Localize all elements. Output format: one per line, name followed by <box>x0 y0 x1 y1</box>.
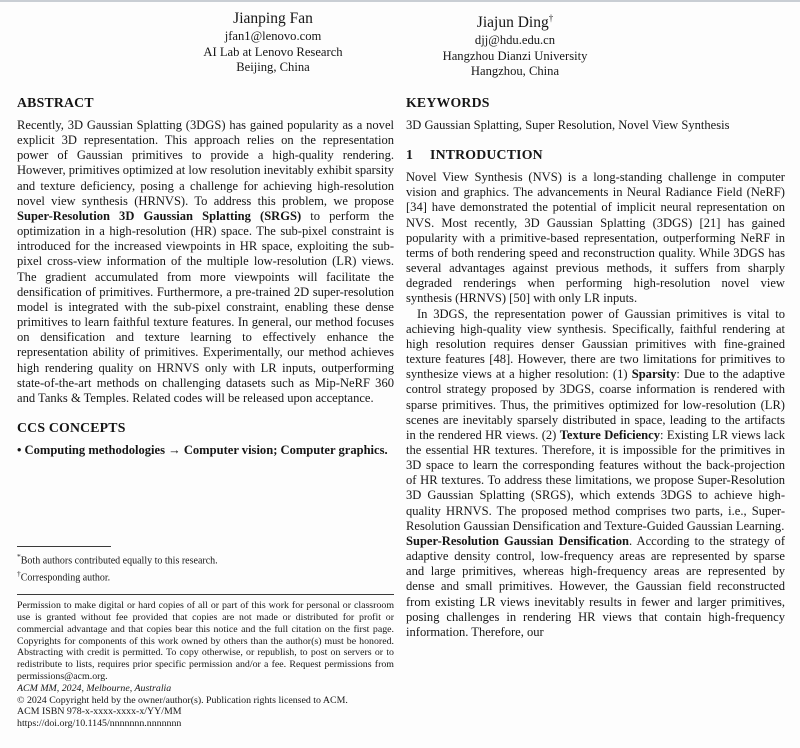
footnote-equal-contribution <box>17 551 394 568</box>
left-column-footer <box>17 546 394 748</box>
dagger-footnote-marker-2: † <box>17 568 21 578</box>
ccs-arrow: → <box>165 442 184 457</box>
section-number: 1 <box>406 147 414 163</box>
footnote-equal-text: Both authors contributed equally to this research. <box>20 555 218 567</box>
right-column <box>406 95 785 748</box>
ccs-concept-1: Computing methodologies <box>24 442 165 457</box>
author-2-name-text: Jiajun Ding <box>476 14 549 32</box>
intro-paragraph-1: Novel View Synthesis (NVS) is a long-standing challenge in computer vision and graphics. The advancements in Neural Radiance Field (NeRF) [34] have demonstrated the potential of implicit neural representation on NVS. Most recently, 3D Gaussian Splatting (3DGS) [21] has gained popularity with a primitive-based representation, outperforming NeRF in terms of both rendering speed and reconstruction quality. While 3DGS has several advantages against previous methods, it suffers from sharply degraded renderings when performing high-resolution novel view synthesis (HRNVS) [50] with only LR inputs. <box>406 170 785 306</box>
introduction-heading <box>406 147 785 163</box>
author-1-affiliation: AI Lab at Lenovo Research <box>203 44 343 59</box>
author-2-affiliation: Hangzhou Dianzi University <box>442 48 588 63</box>
abstract-text-post: to perform the optimization in a high-resolution (HR) space. The sub-pixel constraint is introduced for the increased viewpoints in HR space, exploiting the sub-pixel cross-view information of the multiple low-resolution (LR) views. The gradient accumulated from more viewpoints will facilitate the densification of primitives. Furthermore, a pre-trained 2D super-resolution model is integrated with the sub-pixel constraint, enabling these dense primitives to learn faithful texture features. In general, our method focuses on densification and texture learning to effectively enhance the representation ability of primitives. Experimentally, our method achieves high rendering quality on HRNVS only with LR inputs, outperforming state-of-the-art methods on challenging datasets such as Mip-NeRF 360 and Tanks & Temples. Related codes will be released upon acceptance. <box>17 208 394 405</box>
author-2-city: Hangzhou, China <box>470 64 560 79</box>
author-2 <box>350 10 680 80</box>
p2-post: : Existing LR views lack the essential HR textures. Therefore, it is impossible for the primitives in 3D space to learn the corresponding features without the back-projection of HR textures. To address these limitations, we propose Super-Resolution 3D Gaussian Splatting (SRGS), which extends 3DGS to achieve high-quality HRNVS. The proposed method comprises two parts, i.e., Super-Resolution Gaussian Densification and Texture-Guided Gaussian Learning. <box>406 427 785 533</box>
keywords-text: 3D Gaussian Splatting, Super Resolution, Novel View Synthesis <box>406 118 730 132</box>
p2-mid: : Due to the adaptive control strategy proposed by 3DGS, coarse information is rendered with sparse primitives. Thus, the primitives optimized for low-resolution (LR) scenes are inevitably sparsely distributed in space, leading to the artifacts in the rendered HR views. (2) <box>406 367 785 442</box>
p3-rest: . According to the strategy of adaptive density control, low-frequency areas are represented by sparse and large primitives, whereas high-frequency areas are represented by dense and small primitives. However, the Gaussian field reconstructed from existing LR views inevitably results in fewer and larger primitives, posing challenges in rendering HR views that contain high-frequency information. Therefore, our <box>406 533 785 639</box>
copyright-line: © 2024 Copyright held by the owner/author(s). Publication rights licensed to ACM. <box>17 694 348 706</box>
texture-deficiency-bold: Texture Deficiency <box>559 427 660 442</box>
permission-notice: Permission to make digital or hard copies of all or part of this work for personal or classroom use is granted without fee provided that copies are not made or distributed for profit or commercial advantage and that copies bear this notice and the full citation on the first page. Copyrights for components of this work owned by others than the author(s) must be honored. Abstracting with credit is permitted. To copy otherwise, or republish, to post on servers or to redistribute to lists, requires prior specific permission and/or a fee. Request permissions from permissions@acm.org. <box>17 600 394 683</box>
intro-paragraph-2 <box>406 307 785 534</box>
ccs-separator: ; <box>273 442 281 457</box>
ccs-period: . <box>384 442 388 457</box>
footnote-corresponding-text: Corresponding author. <box>20 572 111 584</box>
author-block <box>0 10 800 90</box>
permission-rule <box>17 594 394 595</box>
ccs-bullet: • <box>17 442 25 457</box>
ccs-concept-2: Computer vision <box>183 442 274 457</box>
p2-pre: In 3DGS, the representation power of Gaussian primitives is vital to achieving high-quality view synthesis. Specifically, faithful rendering at high resolution requires denser Gaussian primitives with fine-grained texture features [48]. However, there are two limitations for primitives to synthesize views at a higher resolution: (1) <box>406 306 785 382</box>
isbn-line: ACM ISBN 978-x-xxxx-xxxx-x/YY/MM <box>17 706 182 718</box>
densification-run-in-head: Super-Resolution Gaussian Densification <box>406 533 629 548</box>
ccs-concepts-text <box>17 443 394 458</box>
ccs-heading: CCS CONCEPTS <box>17 419 126 435</box>
sparsity-bold: Sparsity <box>631 367 677 382</box>
author-1-city: Beijing, China <box>236 60 310 74</box>
footnote-rule <box>17 546 111 547</box>
abstract-heading: ABSTRACT <box>17 95 94 110</box>
conference-venue-line: ACM MM, 2024, Melbourne, Australia <box>17 682 172 694</box>
author-2-name <box>350 10 680 31</box>
keywords-heading: KEYWORDS <box>406 95 490 110</box>
abstract-text <box>17 118 394 406</box>
footnote-corresponding <box>17 568 394 585</box>
author-1-email[interactable]: jfan1@lenovo.com <box>224 29 322 43</box>
section-title: INTRODUCTION <box>430 147 543 163</box>
intro-paragraph-3 <box>406 534 785 640</box>
abstract-text-pre: Recently, 3D Gaussian Splatting (3DGS) has gained popularity as a novel explicit 3D representation. This approach relies on the representation power of Gaussian primitives to provide a high-quality rendering. However, primitives optimized at low resolution inevitably exhibit sparsity and texture deficiency, posing a challenge for achieving high-resolution novel view synthesis (HRNVS). To address this problem, we propose <box>17 118 394 208</box>
dagger-footnote-marker: † <box>548 13 554 23</box>
author-2-email[interactable]: djj@hdu.edu.cn <box>474 33 556 48</box>
ccs-concept-3: Computer graphics <box>280 442 385 457</box>
asterisk-footnote-marker: * <box>17 552 21 562</box>
method-name-bold: Super-Resolution 3D Gaussian Splatting (SRGS) <box>17 208 302 223</box>
window-top-border <box>0 0 800 2</box>
left-column <box>17 95 394 748</box>
doi-link[interactable]: https://doi.org/10.1145/nnnnnnn.nnnnnnn <box>17 718 182 730</box>
author-1-name-text: Jianping Fan <box>233 10 313 27</box>
